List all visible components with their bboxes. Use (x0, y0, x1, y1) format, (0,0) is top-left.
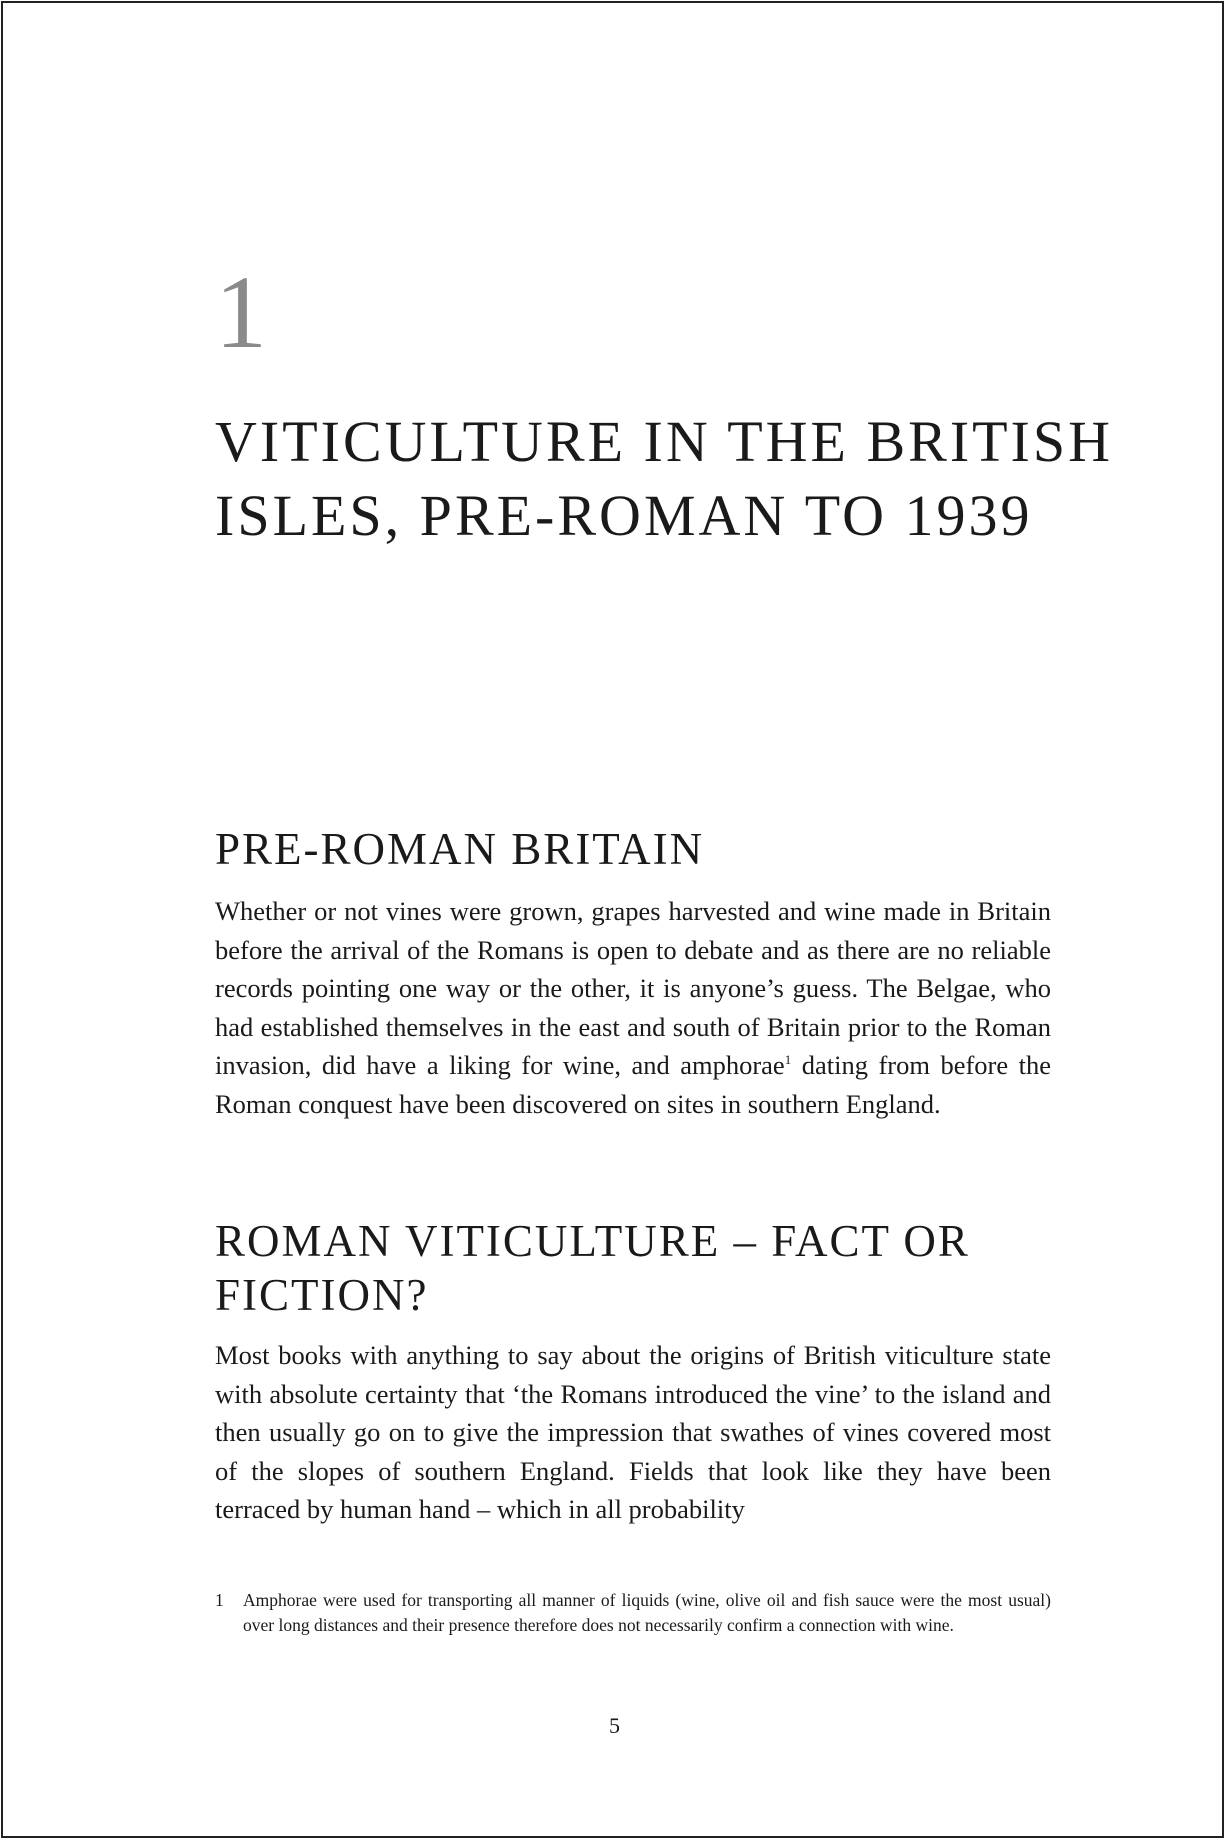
footnote-reference[interactable]: 1 (784, 1052, 792, 1068)
chapter-number: 1 (215, 255, 267, 370)
footnote-marker: 1 (215, 1590, 224, 1610)
chapter-title: VITICULTURE IN THE BRITISH ISLES, PRE-ROMAN TO 1939 (215, 409, 1114, 548)
paragraph-text: dating from before the Roman conquest have been discovered on sites in southern England. (215, 1050, 1052, 1119)
book-page (1, 1, 1224, 1838)
footnote (215, 1588, 1051, 1638)
paragraph-pre-roman-britain (215, 892, 1051, 1123)
paragraph-roman-viticulture: Most books with anything to say about the origins of British viticulture state with absolute certainty that ‘the Romans introduced the vine’ to the island and then usually go on to give the impression that swathes of vines covered most of the slopes of southern England. Fields that look like they have been terraced by human hand – which in all probability (215, 1340, 1051, 1524)
section-heading-pre-roman-britain: PRE-ROMAN BRITAIN (215, 824, 705, 874)
page-number: 5 (609, 1713, 620, 1738)
footnote-text: Amphorae were used for transporting all manner of liquids (wine, olive oil and fish sauce were the most usual) over long distances and their presence therefore does not necessarily confirm a connection with wine. (243, 1590, 1051, 1635)
paragraph-text: Whether or not vines were grown, grapes harvested and wine made in Britain before the arrival of the Romans is open to debate and as there are no reliable records pointing one way or the other, it is anyone’s guess. The Belgae, who had established themselves in the east and south of Britain prior to the Roman invasion, did have a liking for wine, and amphorae (215, 896, 1051, 1080)
section-heading-roman-viticulture: ROMAN VITICULTURE – FACT OR FICTION? (215, 1216, 970, 1320)
